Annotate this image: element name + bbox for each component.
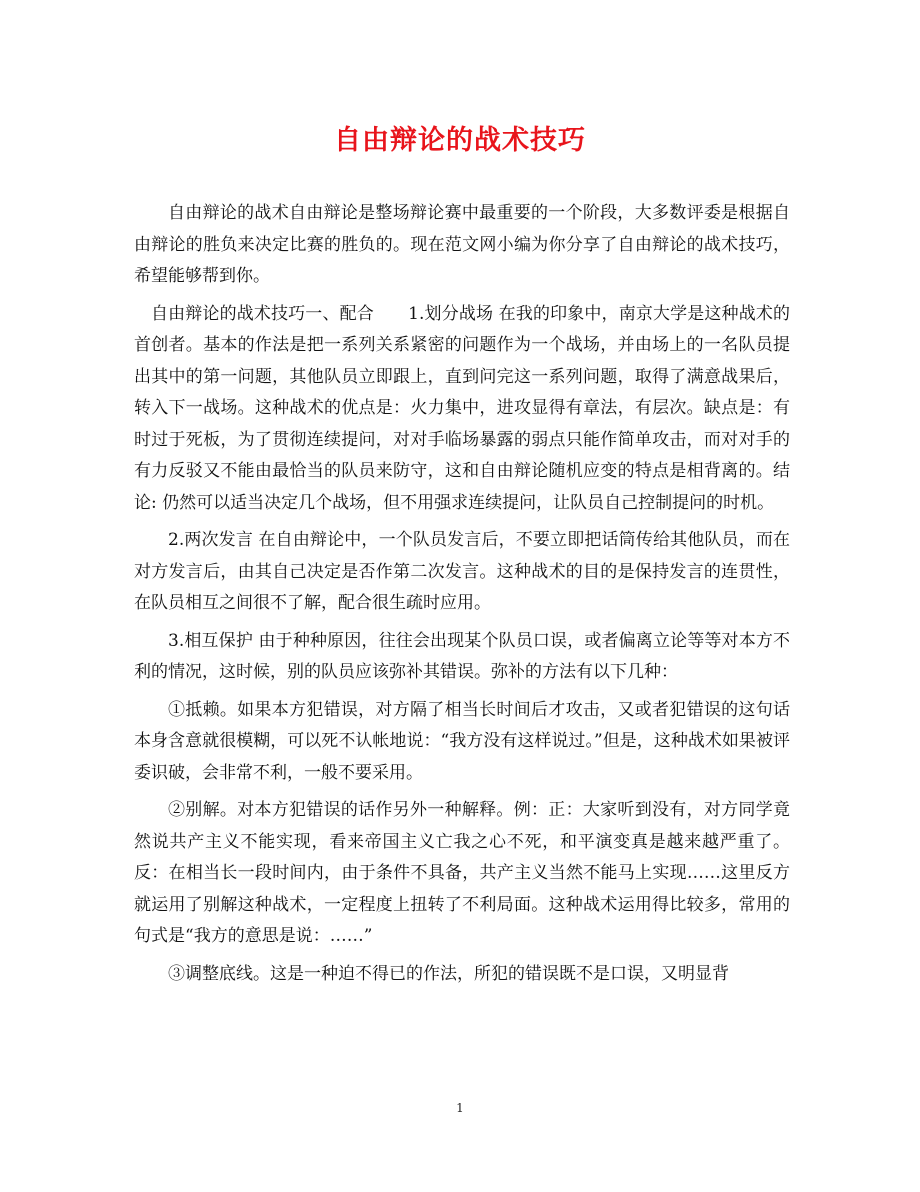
paragraph-method-2: ②别解。对本方犯错误的话作另外一种解释。例：正：大家听到没有，对方同学竟然说共产主义不能实现，看来帝国主义亡我之心不死，和平演变真是越来越严重了。反：在相当长一段时间内，由于条件不具备，共产主义当然不能马上实现……这里反方就运用了别解这种战术，一定程度上扭转了不利局面。这种战术运用得比较多，常用的句式是“我方的意思是说：……” [134, 800, 790, 946]
paragraph-tactic-2: 2.两次发言 在自由辩论中，一个队员发言后，不要立即把话筒传给其他队员，而在对方发言后，由其自己决定是否作第二次发言。这种战术的目的是保持发言的连贯性，在队员相互之间很不了解，配合很生疏时应用。 [134, 530, 790, 613]
page-number: 1 [456, 1101, 464, 1115]
document-title: 自由辩论的战术技巧 [334, 125, 586, 156]
paragraph-method-1: ①抵赖。如果本方犯错误，对方隔了相当长时间后才攻击，又或者犯错误的这句话本身含意就很模糊，可以死不认帐地说：“我方没有这样说过。”但是，这种战术如果被评委识破，会非常不利，一般不要采用。 [134, 699, 790, 783]
paragraph-method-3: ③调整底线。这是一种迫不得已的作法，所犯的错误既不是口误，又明显背 [168, 963, 729, 984]
paragraph-intro: 自由辩论的战术自由辩论是整场辩论赛中最重要的一个阶段，大多数评委是根据自由辩论的胜负来决定比赛的胜负的。现在范文网小编为你分享了自由辩论的战术技巧，希望能够帮到你。 [134, 203, 790, 286]
paragraph-tactic-3: 3.相互保护 由于种种原因，往往会出现某个队员口误，或者偏离立论等等对本方不利的情况，这时候，别的队员应该弥补其错误。弥补的方法有以下几种： [134, 630, 790, 682]
document-body [134, 198, 790, 996]
paragraph-tactic-1: 自由辩论的战术技巧一、配合 1.划分战场 在我的印象中，南京大学是这种战术的首创者。基本的作法是把一系列关系紧密的问题作为一个战场，并由场上的一名队员提出其中的第一问题，其他队员立即跟上，直到问完这一系列问题，取得了满意战果后，转入下一战场。这种战术的优点是：火力集中，进攻显得有章法，有层次。缺点是：有时过于死板，为了贯彻连续提问，对对手临场暴露的弱点只能作简单攻击，而对对手的有力反驳又不能由最恰当的队员来防守，这和自由辩论随机应变的特点是相背离的。结论: 仍然可以适当决定几个战场，但不用强求连续提问，让队员自己控制提问的时机。 [134, 303, 790, 513]
